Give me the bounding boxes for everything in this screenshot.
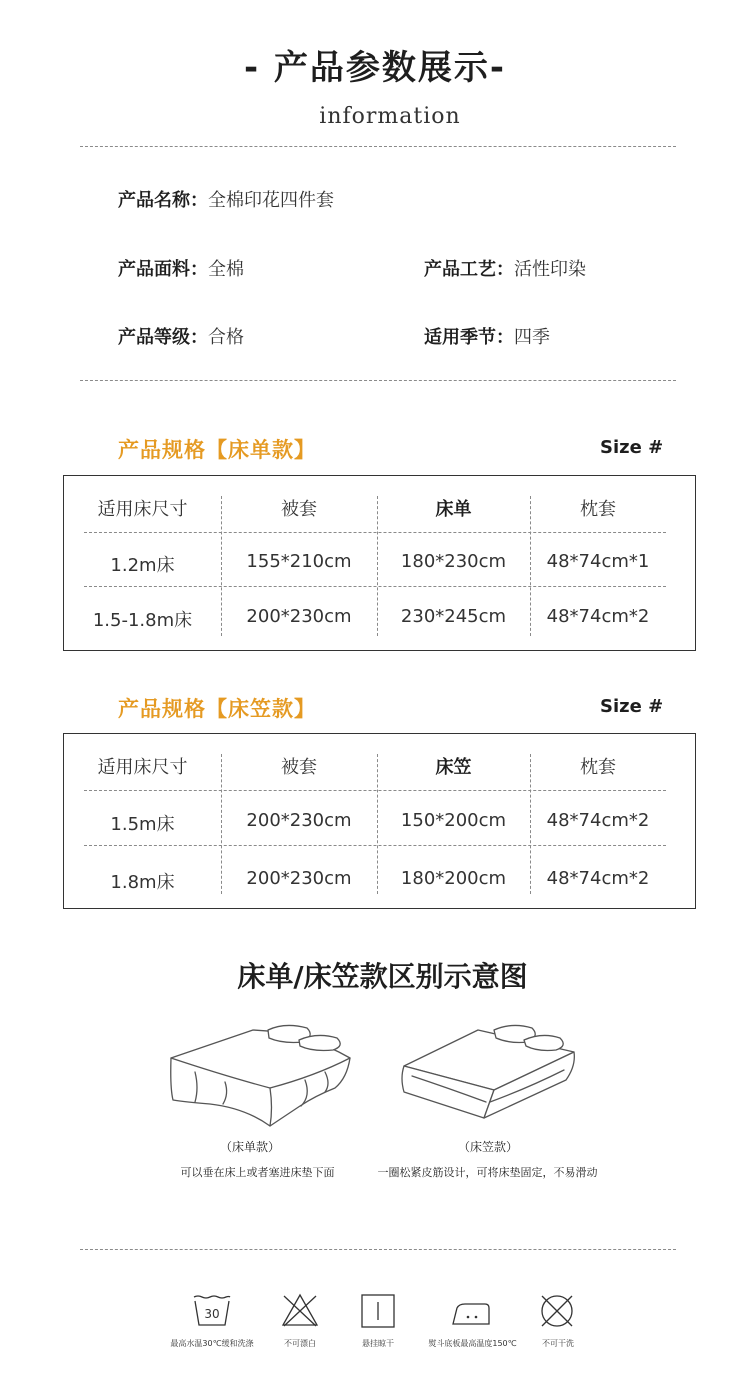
no-dry-clean-icon — [539, 1293, 575, 1329]
sheet-description: 可以垂在床上或者塞进床垫下面 — [180, 1166, 335, 1179]
no-bleach-icon — [281, 1293, 319, 1327]
table-cell: 1.5-1.8m床 — [92, 610, 193, 631]
param-fabric-value: 全棉 — [208, 259, 244, 280]
fitted-caption: （床笠款） — [457, 1140, 518, 1154]
page-title: - 产品参数展示- — [243, 48, 507, 88]
care-label: 最高水温30℃缓和洗涤 — [170, 1339, 254, 1348]
table-cell: 230*245cm — [400, 606, 507, 627]
table-header: 床单 — [435, 499, 472, 520]
table-cell: 1.5m床 — [110, 814, 175, 835]
care-label: 不可干洗 — [542, 1339, 574, 1348]
fitted-sheet-bed-illustration — [398, 1018, 578, 1122]
table-header: 适用床尺寸 — [97, 757, 188, 778]
param-craft — [424, 255, 586, 281]
table-header: 枕套 — [580, 499, 616, 520]
param-fabric-label: 产品面料： — [118, 259, 208, 280]
table-cell: 48*74cm*2 — [546, 606, 650, 627]
spec-table-sheet — [63, 475, 696, 651]
sheet-caption: （床单款） — [219, 1140, 280, 1154]
wash-30-icon — [192, 1293, 232, 1327]
table-cell: 48*74cm*2 — [546, 810, 650, 831]
care-label: 熨斗底板最高温度150℃ — [428, 1339, 517, 1348]
size-tag: Size # — [600, 437, 664, 458]
param-name-value: 全棉印花四件套 — [208, 190, 334, 211]
page-subtitle: information — [319, 104, 461, 129]
param-name — [118, 186, 334, 212]
diagram-title: 床单/床笠款区别示意图 — [237, 960, 528, 993]
table-cell: 150*200cm — [400, 810, 507, 831]
param-season-label: 适用季节： — [424, 327, 514, 348]
param-name-label: 产品名称： — [118, 190, 208, 211]
table-cell: 48*74cm*1 — [546, 551, 650, 572]
iron-150-icon — [451, 1300, 493, 1328]
table-cell: 200*230cm — [246, 868, 352, 889]
table-header: 被套 — [281, 757, 317, 778]
param-grade-value: 合格 — [208, 327, 244, 348]
table-cell: 48*74cm*2 — [546, 868, 650, 889]
table-cell: 1.2m床 — [110, 555, 175, 576]
size-tag: Size # — [600, 696, 664, 717]
param-craft-value: 活性印染 — [514, 259, 586, 280]
wash-temp-symbol: 30 — [204, 1307, 220, 1321]
spec-table-fitted — [63, 733, 696, 909]
table-header: 被套 — [281, 499, 317, 520]
table-cell: 180*200cm — [400, 868, 507, 889]
table-cell: 1.8m床 — [110, 872, 175, 893]
flat-sheet-bed-illustration — [165, 1018, 355, 1130]
divider — [80, 380, 676, 381]
table-cell: 200*230cm — [246, 606, 352, 627]
section-title-fitted: 产品规格【床笠款】 — [118, 697, 316, 721]
table-cell: 200*230cm — [246, 810, 352, 831]
care-label: 悬挂晾干 — [362, 1339, 394, 1348]
section-title-sheet: 产品规格【床单款】 — [118, 438, 316, 462]
param-fabric — [118, 255, 244, 281]
param-craft-label: 产品工艺： — [424, 259, 514, 280]
table-cell: 155*210cm — [246, 551, 352, 572]
table-header: 床笠 — [435, 757, 472, 778]
divider — [80, 1249, 676, 1250]
param-season — [424, 323, 550, 349]
table-header: 枕套 — [580, 757, 616, 778]
care-label: 不可漂白 — [284, 1339, 316, 1348]
table-cell: 180*230cm — [400, 551, 507, 572]
hang-dry-icon — [361, 1294, 395, 1328]
fitted-description: 一圈松紧皮筋设计，可将床垫固定，不易滑动 — [377, 1166, 598, 1179]
divider — [80, 146, 676, 147]
table-header: 适用床尺寸 — [97, 499, 188, 520]
param-grade-label: 产品等级： — [118, 327, 208, 348]
param-season-value: 四季 — [514, 327, 550, 348]
param-grade — [118, 323, 244, 349]
